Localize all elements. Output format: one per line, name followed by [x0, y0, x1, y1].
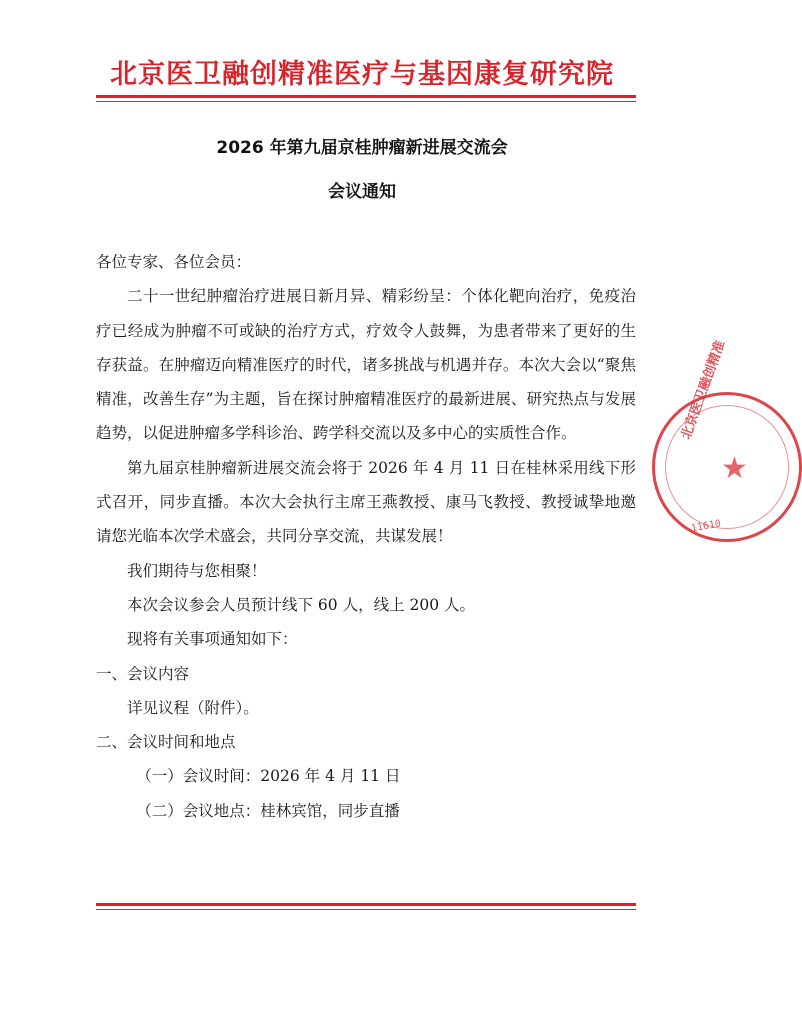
seal-star-icon: ★ — [721, 451, 748, 486]
paragraph-welcome: 我们期待与您相聚！ — [127, 561, 267, 580]
official-seal — [652, 338, 802, 542]
document-title: 2026 年第九届京桂肿瘤新进展交流会 — [216, 138, 508, 158]
paragraph-attendance: 本次会议参会人员预计线下 60 人，线上 200 人。 — [127, 595, 476, 614]
paragraph-intro: 二十一世纪肿瘤治疗进展日新月异、精彩纷呈：个体化靶向治疗，免疫治疗已经成为肿瘤不可或缺的治疗方式，疗效令人鼓舞，为患者带来了更好的生存获益。在肿瘤迈向精准医疗的时代，诸多挑战与机遇并存。本次大会以“聚焦精准，改善生存”为主题，旨在探讨肿瘤精准医疗的最新进展、研究热点与发展趋势，以促进肿瘤多学科诊治、跨学科交流以及多中心的实质性合作。 — [96, 287, 636, 443]
footer-divider — [96, 903, 636, 910]
section-1-text: 详见议程（附件）。 — [127, 698, 259, 717]
seal-number: 11610 — [690, 518, 722, 535]
section-1-heading: 一、会议内容 — [96, 664, 190, 683]
paragraph-meeting-info: 第九届京桂肿瘤新进展交流会将于 2026 年 4 月 11 日在桂林采用线下形式召开，同步直播。本次大会执行主席王燕教授、康马飞教授、教授诚挚地邀请您光临本次学术盛会，共同分享交流，共谋发展！ — [96, 458, 636, 546]
paragraph-notice: 现将有关事项通知如下： — [127, 630, 298, 649]
salutation: 各位专家、各位会员： — [96, 253, 252, 271]
institute-header: 北京医卫融创精准医疗与基因康复研究院 — [110, 59, 614, 90]
section-2-item-venue: （二）会议地点：桂林宾馆，同步直播 — [136, 801, 400, 820]
section-2-heading: 二、会议时间和地点 — [96, 733, 236, 752]
section-2-item-time: （一）会议时间：2026 年 4 月 11 日 — [136, 767, 401, 786]
document-body — [96, 245, 636, 828]
seal-text: 北京医卫融创精准 — [678, 338, 729, 442]
document-subtitle: 会议通知 — [328, 182, 396, 202]
header-divider — [96, 95, 636, 102]
